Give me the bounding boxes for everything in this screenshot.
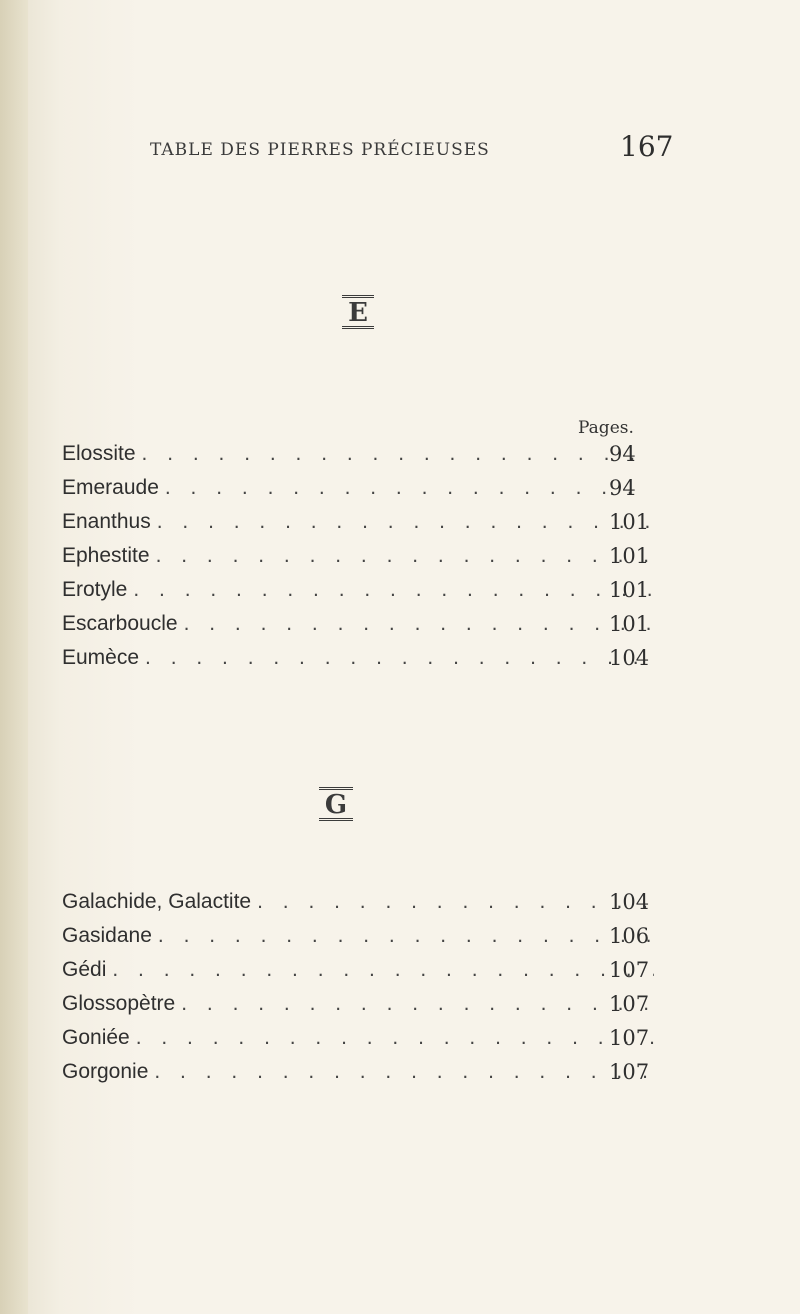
dot-leader (165, 476, 654, 500)
entry-page: 101 (609, 612, 650, 636)
entry-page: 104 (609, 890, 650, 914)
entry-page: 101 (609, 544, 650, 568)
entry-name: Gorgonie (62, 1060, 149, 1083)
entry-name: Glossopètre (62, 992, 176, 1015)
page-number: 167 (620, 130, 674, 163)
running-title: TABLE DES PIERRES PRÉCIEUSES (150, 140, 490, 160)
dot-leader (158, 924, 654, 948)
index-entry (62, 510, 662, 544)
index-entry (62, 890, 662, 924)
entry-page: 107 (609, 992, 650, 1016)
index-entry (62, 1026, 662, 1060)
entry-page: 106 (609, 924, 650, 948)
entry-page: 104 (609, 646, 650, 670)
entry-name: Erotyle (62, 578, 128, 601)
ornament-letter: E (342, 295, 374, 329)
entry-page: 101 (609, 510, 650, 534)
dot-leader (112, 958, 654, 982)
dot-leader (184, 612, 654, 636)
ornament-letter: G (319, 787, 353, 821)
dot-leader (133, 578, 654, 602)
entry-name: Elossite (62, 442, 136, 465)
entry-name: Ephestite (62, 544, 150, 567)
dot-leader (136, 1026, 654, 1050)
dot-leader (142, 442, 654, 466)
index-entry (62, 476, 662, 510)
index-entry (62, 544, 662, 578)
entry-page: 94 (609, 442, 636, 466)
dot-leader (157, 510, 654, 534)
section-letter-g-ornament (316, 782, 356, 826)
entry-name: Enanthus (62, 510, 151, 533)
entry-name: Emeraude (62, 476, 159, 499)
section-letter-e-ornament (338, 290, 378, 334)
index-entry (62, 442, 662, 476)
entry-page: 101 (609, 578, 650, 602)
entry-name: Galachide, Galactite (62, 890, 252, 913)
dot-leader (181, 992, 654, 1016)
entry-name: Goniée (62, 1026, 130, 1049)
entry-page: 94 (609, 476, 636, 500)
dot-leader (156, 544, 654, 568)
entry-page: 107 (609, 1026, 650, 1050)
entry-name: Gasidane (62, 924, 152, 947)
dot-leader (154, 1060, 654, 1084)
entry-name: Eumèce (62, 646, 140, 669)
index-entry (62, 958, 662, 992)
index-entry (62, 578, 662, 612)
entry-page: 107 (609, 1060, 650, 1084)
index-entry (62, 612, 662, 646)
dot-leader (257, 890, 654, 914)
page-spine-shadow (0, 0, 28, 1314)
index-entry (62, 992, 662, 1026)
pages-column-label: Pages. (578, 418, 634, 438)
index-entry (62, 924, 662, 958)
index-entry (62, 646, 662, 680)
dot-leader (145, 646, 654, 670)
index-entry (62, 1060, 662, 1094)
entry-name: Escarboucle (62, 612, 178, 635)
entry-name: Gédi (62, 958, 107, 981)
entry-page: 107 (609, 958, 650, 982)
